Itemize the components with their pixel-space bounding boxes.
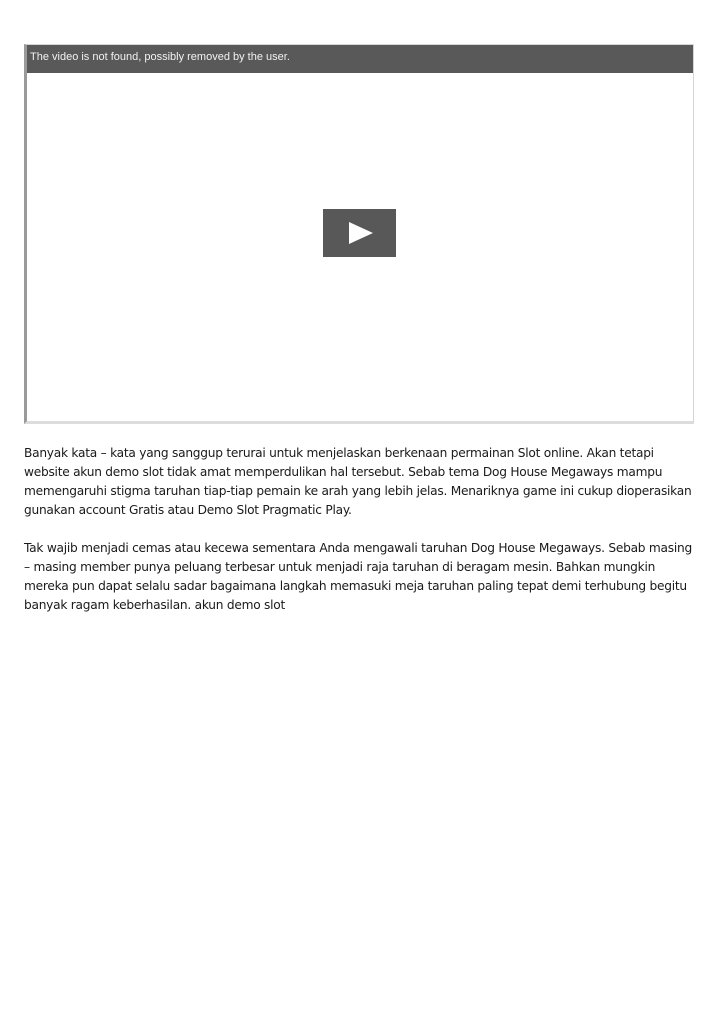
play-icon [349, 222, 373, 244]
video-error-message: The video is not found, possibly removed by the user. [27, 45, 693, 73]
article-paragraph-1: Banyak kata – kata yang sanggup terurai untuk menjelaskan berkenaan permainan Slot online. Akan tetapi website akun demo slot tidak amat memperdulikan hal tersebut. Sebab tema Dog House Megaways mampu memengaruhi stigma taruhan tiap-tiap pemain ke arah yang lebih jelas. Menariknya game ini cukup dioperasikan gunakan account Gratis atau Demo Slot Pragmatic Play. [24, 446, 692, 517]
play-button[interactable] [323, 209, 396, 257]
article-paragraph-2: Tak wajib menjadi cemas atau kecewa sementara Anda mengawali taruhan Dog House Megaways. Sebab masing – masing member punya peluang terbesar untuk menjadi raja taruhan di beragam mesin. Bahkan mungkin mereka pun dapat selalu sadar bagaimana langkah memasuki meja taruhan paling tepat demi terhubung begitu banyak ragam keberhasilan. akun demo slot [24, 541, 692, 612]
video-player[interactable] [24, 44, 694, 424]
article-body [24, 444, 700, 634]
